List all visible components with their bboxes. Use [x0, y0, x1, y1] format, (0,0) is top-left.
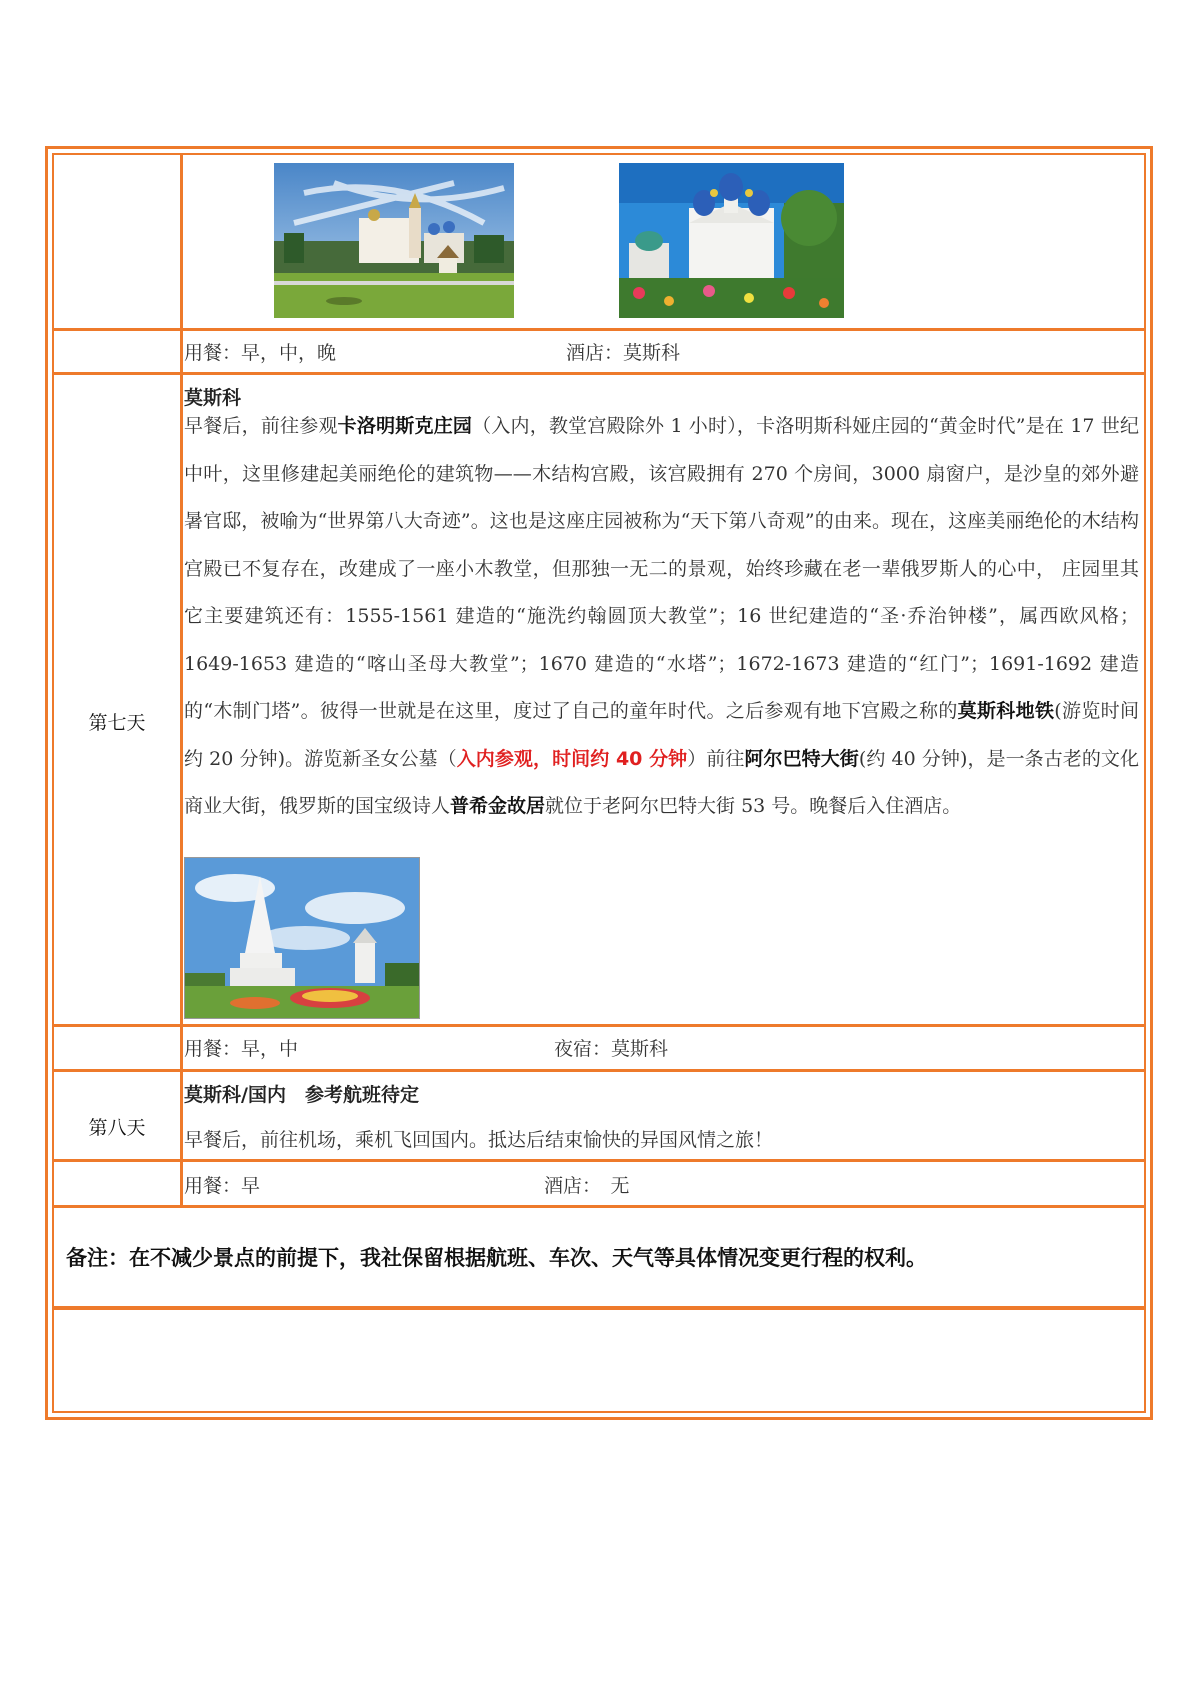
metro-highlight: 莫斯科地铁 — [957, 700, 1055, 722]
day7-text-4: ）前往 — [687, 747, 745, 770]
day7-label: 第七天 — [88, 712, 146, 734]
divider — [54, 1159, 1144, 1162]
divider — [54, 1024, 1144, 1027]
kolomenskoye-highlight: 卡洛明斯克庄园 — [337, 415, 473, 437]
divider — [54, 372, 1144, 375]
day6-meals: 用餐：早，中，晚 — [184, 342, 337, 364]
divider — [54, 328, 1144, 331]
itinerary-table-inner — [52, 153, 1146, 1413]
day7-text-2: （入内，教堂宫殿除外 1 小时），卡洛明斯科娅庄园的“黄金时代”是在 17 世纪中叶，这里修建起美丽绝伦的建筑物——木结构宫殿，该宫殿拥有 270 个房间，3000 扇窗户，是沙皇的郊外避暑官邸，被喻为“世界第八大奇迹”。这也是这座庄园被称为“天下第八奇观”的由来。现在，这座美丽绝伦的木结构宫殿已不复存在，改建成了一座小木教堂，但那独一无二的景观，始终珍藏在老一辈俄罗斯人的心中， 庄园里其它主要建筑还有：1555-1561 建造的“施洗约翰圆顶大教堂”；16 世纪建造的“圣·乔治钟楼”，属西欧风格；1649-1653 建造的“喀山圣母大教堂”；1670 建造的“水塔”；1672-1673 建造的“红门”；1691-1692 建造的“木制门塔”。彼得一世就是在这里，度过了自己的童年时代。之后参观有地下宫殿之称的 — [184, 415, 1139, 722]
kolomenskoye-church-photo — [184, 857, 420, 1019]
day8-text: 早餐后，前往机场，乘机飞回国内。抵达后结束愉快的异国风情之旅！ — [184, 1129, 774, 1151]
day8-label: 第八天 — [88, 1117, 146, 1139]
day7-text: 早餐后，前往参观 — [184, 415, 338, 437]
day7-hotel: 夜宿：莫斯科 — [554, 1038, 669, 1060]
lavra-cathedral-photo — [619, 163, 844, 318]
day7-description — [184, 403, 1139, 831]
day7-text-3: (游览时间约 20 分钟)。游览新圣女公墓（ — [184, 700, 1139, 770]
arbat-highlight: 阿尔巴特大街 — [744, 747, 859, 770]
day8-meals: 用餐：早 — [184, 1175, 261, 1197]
divider — [54, 1205, 1144, 1208]
day7-text-6: 就位于老阿尔巴特大街 53 号。晚餐后入住酒店。 — [545, 795, 962, 817]
divider — [54, 1069, 1144, 1072]
day7-text-5: (约 40 分钟)，是一条古老的文化商业大街，俄罗斯的国宝级诗人 — [184, 747, 1139, 817]
itinerary-table — [45, 146, 1153, 1420]
lavra-panorama-photo — [274, 163, 514, 318]
column-divider — [180, 155, 183, 1207]
day8-title: 莫斯科/国内 参考航班待定 — [184, 1084, 419, 1106]
remarks-note: 备注：在不减少景点的前提下，我社保留根据航班、车次、天气等具体情况变更行程的权利。 — [66, 1246, 927, 1270]
red-note: 入内参观，时间约 40 分钟 — [456, 747, 688, 770]
day7-title: 莫斯科 — [184, 387, 242, 409]
day6-hotel: 酒店：莫斯科 — [566, 342, 681, 364]
pushkin-highlight: 普希金故居 — [450, 795, 546, 817]
day8-hotel: 酒店： 无 — [544, 1175, 630, 1197]
divider — [54, 1306, 1144, 1310]
day7-meals: 用餐：早，中 — [184, 1038, 299, 1060]
